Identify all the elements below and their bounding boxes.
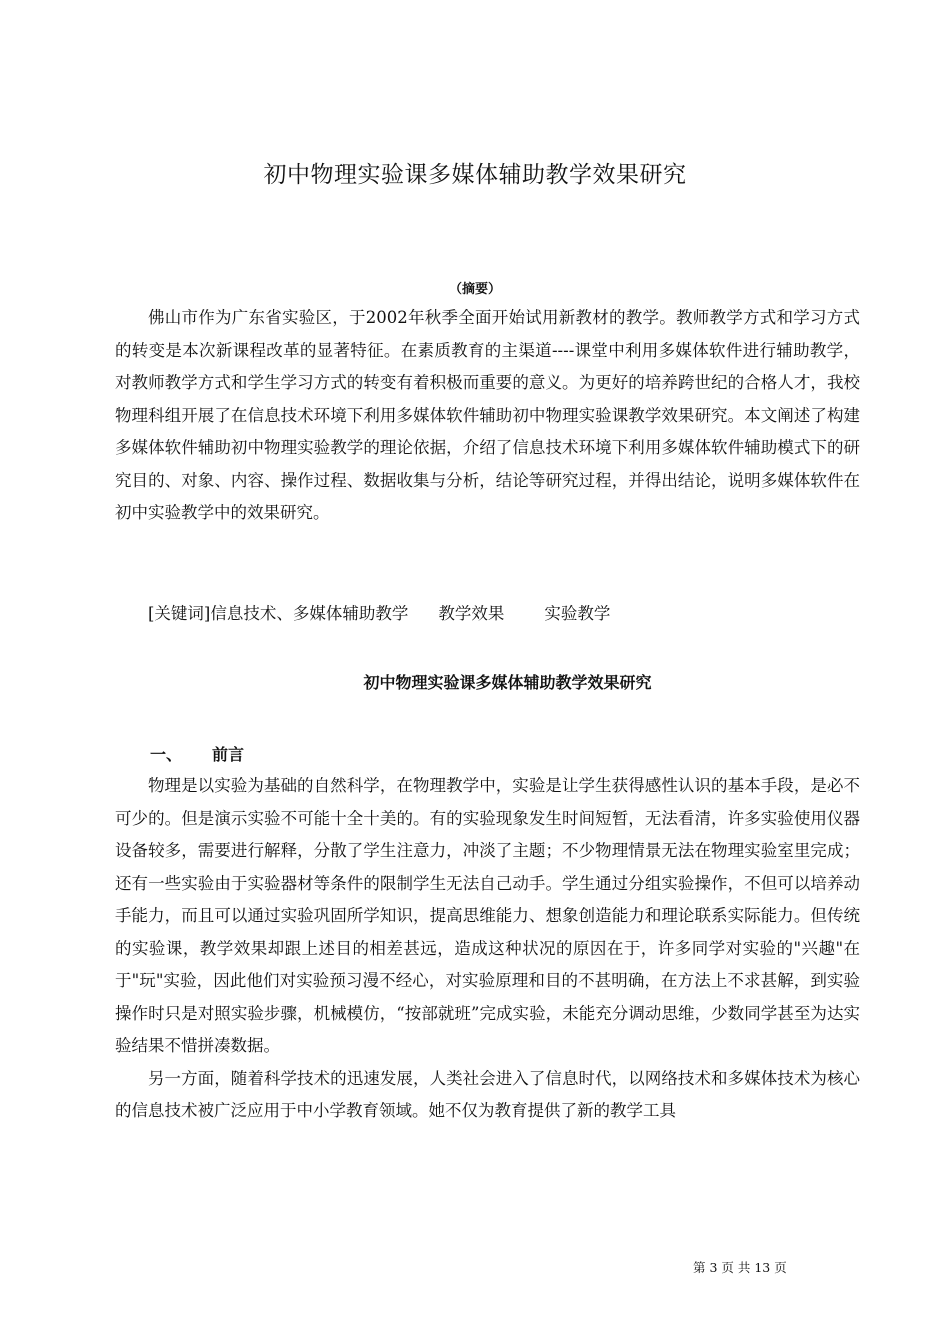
keyword-item: 信息技术、多媒体辅助教学 (210, 604, 409, 623)
keyword-item: 教学效果 (438, 604, 505, 623)
document-title: 初中物理实验课多媒体辅助教学效果研究 (263, 162, 687, 188)
section-title: 初中物理实验课多媒体辅助教学效果研究 (363, 673, 652, 692)
abstract-paragraph: 佛山市作为广东省实验区，于2002年秋季全面开始试用新教材的教学。教师教学方式和学习方式的转变是本次新课程改革的显著特征。在素质教育的主渠道----课堂中利用多媒体软件进行辅助教学，对教师教学方式和学生学习方式的转变有着积极而重要的意义。为更好的培养跨世纪的合格人才，我校物理科组开展了在信息技术环境下利用多媒体软件辅助初中物理实验课教学效果研究。本文阐述了构建多媒体软件辅助初中物理实验教学的理论依据，介绍了信息技术环境下利用多媒体软件辅助模式下的研究目的、对象、内容、操作过程、数据收集与分析，结论等研究过程，并得出结论，说明多媒体软件在初中实验教学中的效果研究。 (115, 308, 860, 522)
body-section (115, 770, 860, 1128)
body-paragraph: 物理是以实验为基础的自然科学，在物理教学中，实验是让学生获得感性认识的基本手段，是必不可少的。但是演示实验不可能十全十美的。有的实验现象发生时间短暂，无法看清，许多实验使用仪器设备较多，需要进行解释，分散了学生注意力，冲淡了主题；不少物理情景无法在物理实验室里完成；还有一些实验由于实验器材等条件的限制学生无法自己动手。学生通过分组实验操作，不但可以培养动手能力，而且可以通过实验巩固所学知识，提高思维能力、想象创造能力和理论联系实际能力。但传统的实验课，教学效果却跟上述目的相差甚远，造成这种状况的原因在于，许多同学对实验的"兴趣"在于"玩"实验，因此他们对实验预习漫不经心，对实验原理和目的不甚明确，在方法上不求甚解，到实验操作时只是对照实验步骤，机械模仿，“按部就班”完成实验，未能充分调动思维，少数同学甚至为达实验结果不惜拼凑数据。 (115, 776, 860, 1055)
abstract-section (115, 302, 860, 530)
section-heading-text: 前言 (212, 745, 245, 764)
body-paragraph: 另一方面，随着科学技术的迅速发展，人类社会进入了信息时代，以网络技术和多媒体技术为核心的信息技术被广泛应用于中小学教育领域。她不仅为教育提供了新的教学工具 (115, 1068, 860, 1120)
section-heading-number: 一、 (150, 745, 183, 764)
abstract-label: （摘要） (448, 282, 501, 297)
section-heading (150, 742, 244, 765)
keywords-label: [关键词] (148, 604, 211, 623)
page-footer: 第 3 页 共 13 页 (693, 1260, 787, 1275)
keyword-item: 实验教学 (544, 604, 611, 623)
keywords-line (115, 598, 860, 630)
